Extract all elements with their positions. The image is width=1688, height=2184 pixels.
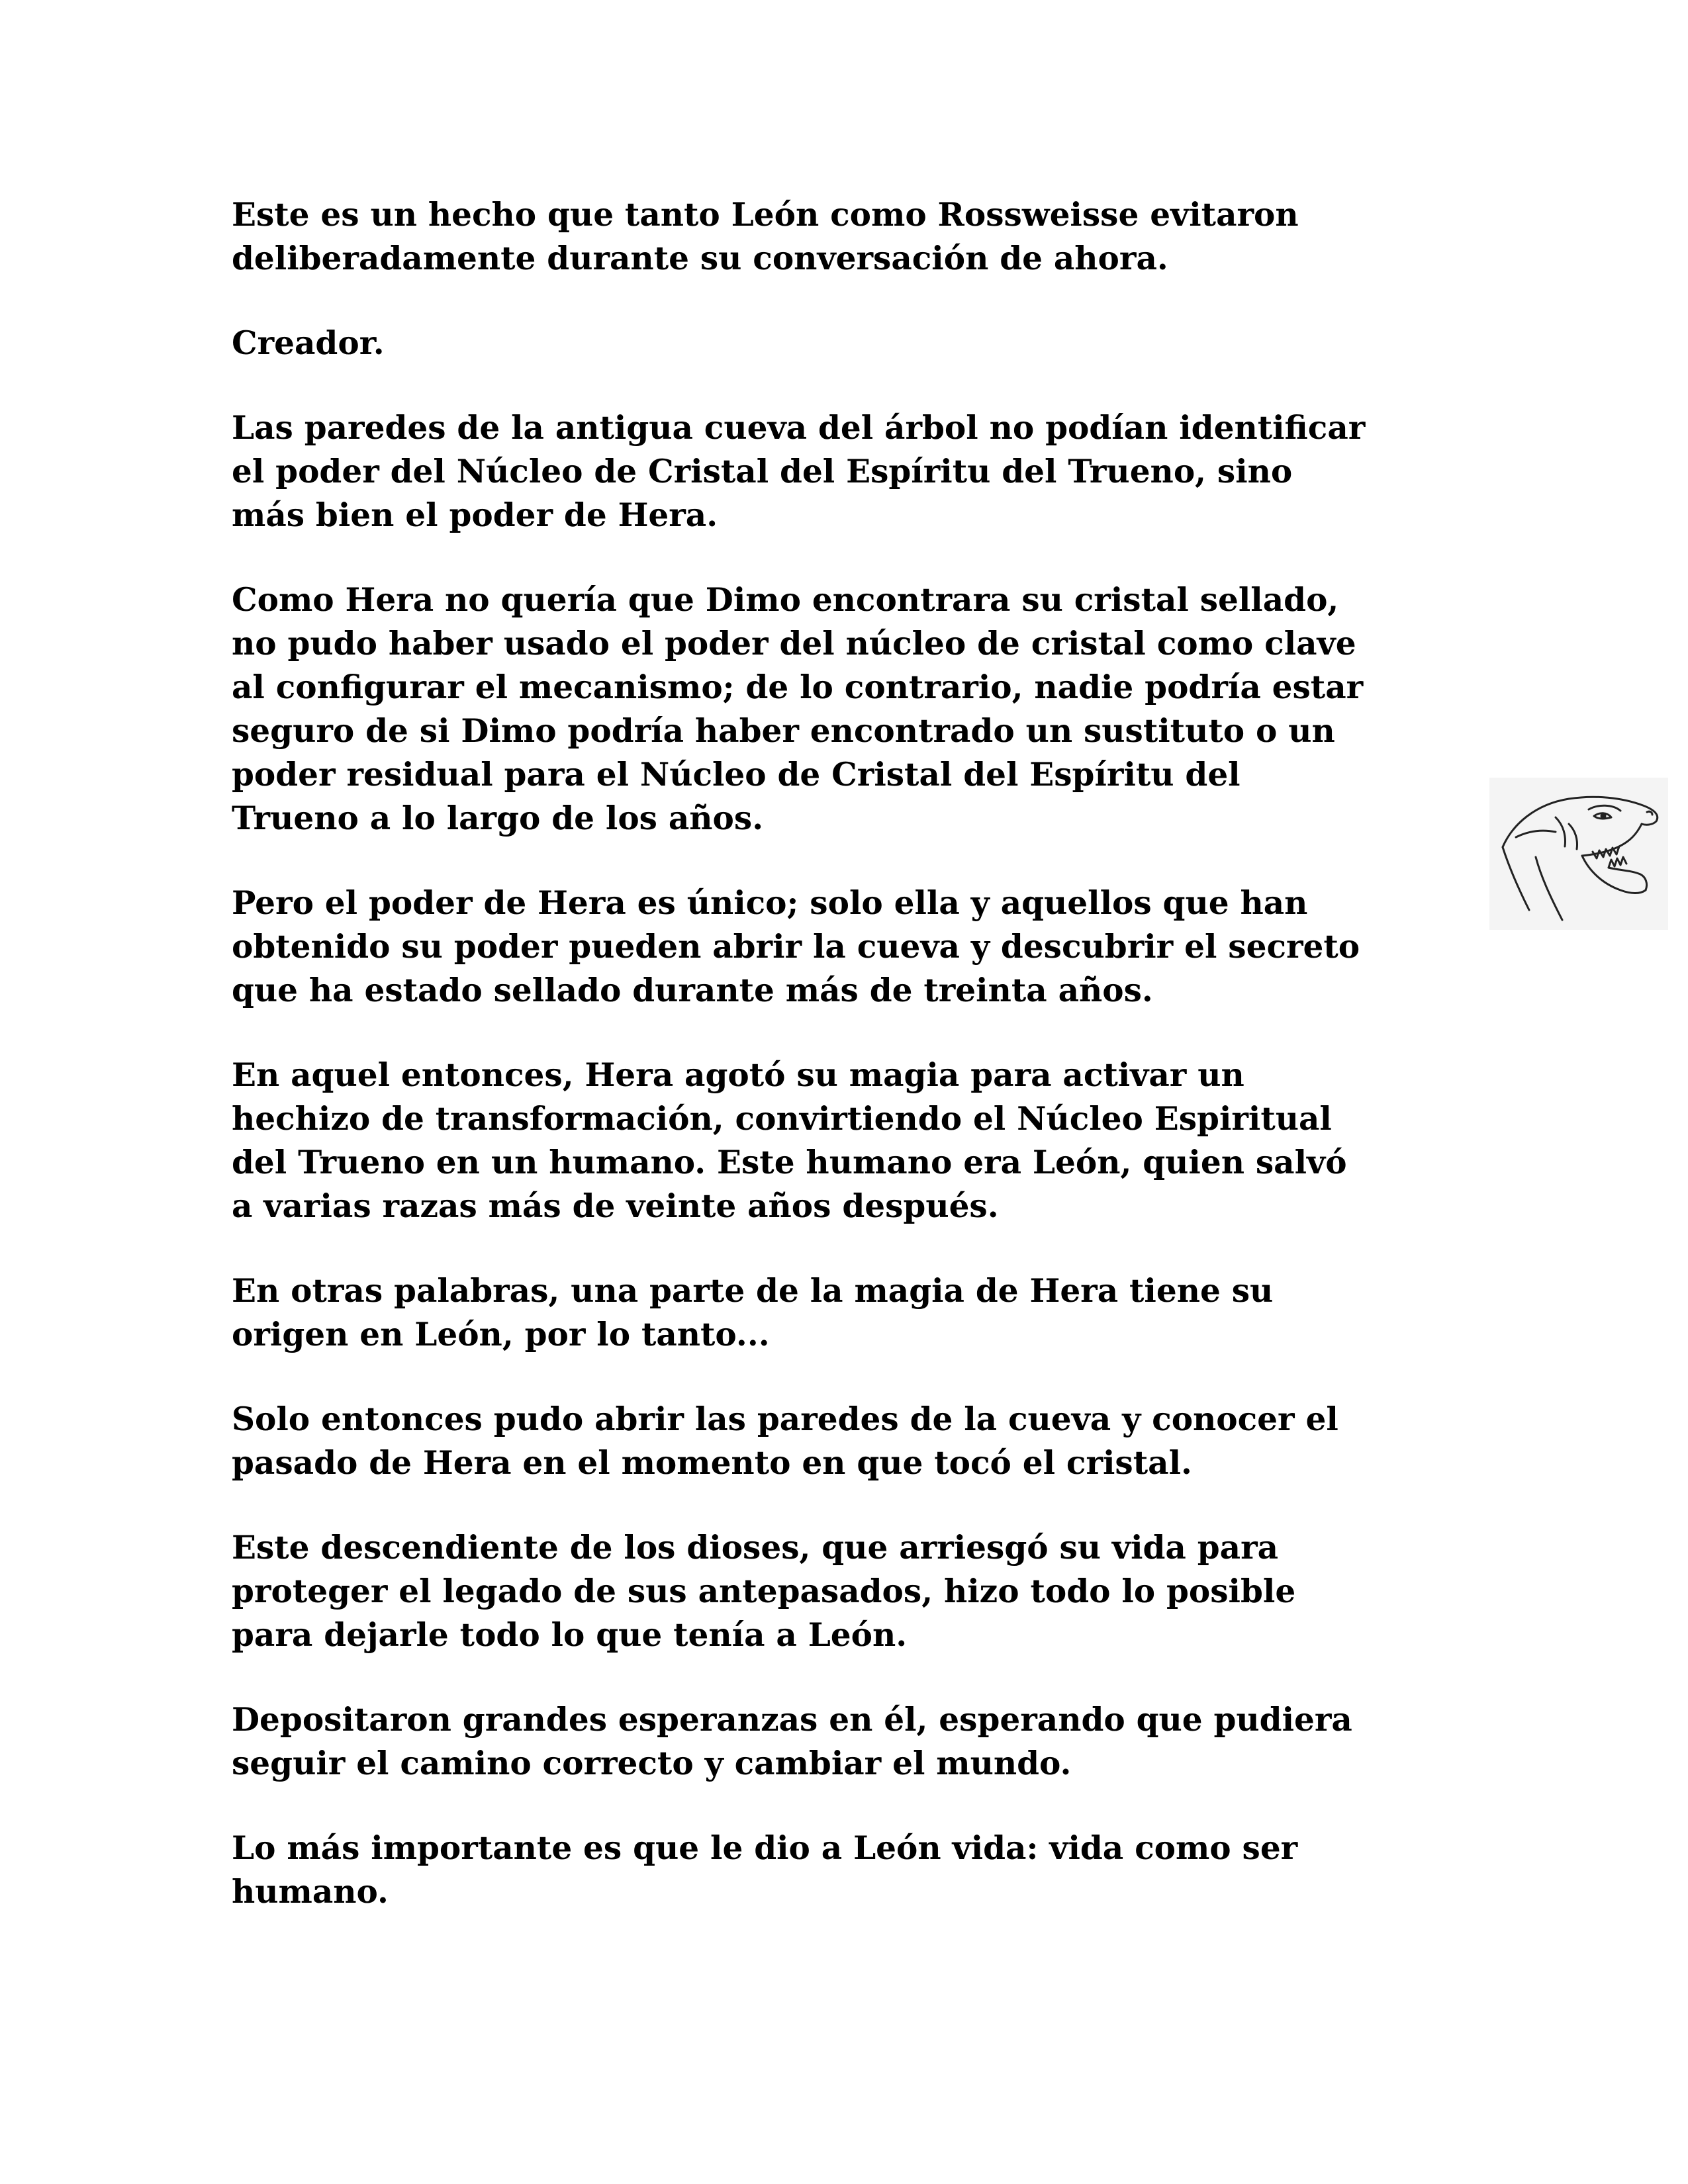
text-line: proteger el legado de sus antepasados, hizo todo lo posible [232, 1572, 1296, 1610]
paragraph [232, 1827, 1489, 1914]
text-line: En otras palabras, una parte de la magia de Hera tiene su [232, 1272, 1274, 1310]
text-line: el poder del Núcleo de Cristal del Espíritu del Trueno, sino [232, 453, 1293, 490]
text-line: deliberadamente durante su conversación de ahora. [232, 240, 1168, 277]
text-line: Trueno a lo largo de los años. [232, 799, 764, 837]
paragraph [232, 406, 1489, 537]
text-line: más bien el poder de Hera. [232, 496, 718, 534]
dinosaur-head-icon [1489, 778, 1668, 930]
text-line: a varias razas más de veinte años después. [232, 1187, 999, 1225]
paragraph [232, 1398, 1489, 1485]
paragraph [232, 1698, 1489, 1786]
paragraph [232, 1054, 1489, 1228]
paragraph [232, 193, 1489, 281]
text-line: para dejarle todo lo que tenía a León. [232, 1616, 908, 1654]
text-line: Las paredes de la antigua cueva del árbol no podían identificar [232, 409, 1366, 447]
text-line: al configurar el mecanismo; de lo contrario, nadie podría estar [232, 668, 1364, 706]
text-line: obtenido su poder pueden abrir la cueva y descubrir el secreto [232, 928, 1360, 966]
text-line: hechizo de transformación, convirtiendo el Núcleo Espiritual [232, 1100, 1332, 1138]
text-line: Creador. [232, 324, 385, 362]
text-line: Pero el poder de Hera es único; solo ella y aquellos que han [232, 884, 1308, 922]
text-line: Como Hera no quería que Dimo encontrara su cristal sellado, [232, 581, 1339, 619]
text-line: poder residual para el Núcleo de Cristal del Espíritu del [232, 756, 1241, 794]
text-line: seguir el camino correcto y cambiar el mundo. [232, 1745, 1072, 1782]
text-line: origen en León, por lo tanto... [232, 1316, 770, 1353]
text-line: Solo entonces pudo abrir las paredes de la cueva y conocer el [232, 1400, 1338, 1438]
text-line: Este es un hecho que tanto León como Rossweisse evitaron [232, 196, 1299, 234]
paragraph [232, 882, 1489, 1013]
text-line: del Trueno en un humano. Este humano era León, quien salvó [232, 1144, 1347, 1181]
text-line: pasado de Hera en el momento en que tocó el cristal. [232, 1444, 1192, 1482]
paragraph [232, 1269, 1489, 1357]
text-line: Lo más importante es que le dio a León vida: vida como ser [232, 1829, 1298, 1867]
paragraph [232, 322, 1489, 365]
text-line: Este descendiente de los dioses, que arriesgó su vida para [232, 1529, 1279, 1567]
text-line: Depositaron grandes esperanzas en él, esperando que pudiera [232, 1701, 1352, 1739]
text-line: humano. [232, 1873, 389, 1911]
document-body [232, 193, 1489, 1955]
text-line: En aquel entonces, Hera agotó su magia para activar un [232, 1056, 1244, 1094]
text-line: seguro de si Dimo podría haber encontrado un sustituto o un [232, 712, 1335, 750]
paragraph [232, 1526, 1489, 1657]
paragraph [232, 578, 1489, 841]
text-line: no pudo haber usado el poder del núcleo de cristal como clave [232, 625, 1356, 662]
text-line: que ha estado sellado durante más de treinta años. [232, 972, 1153, 1009]
